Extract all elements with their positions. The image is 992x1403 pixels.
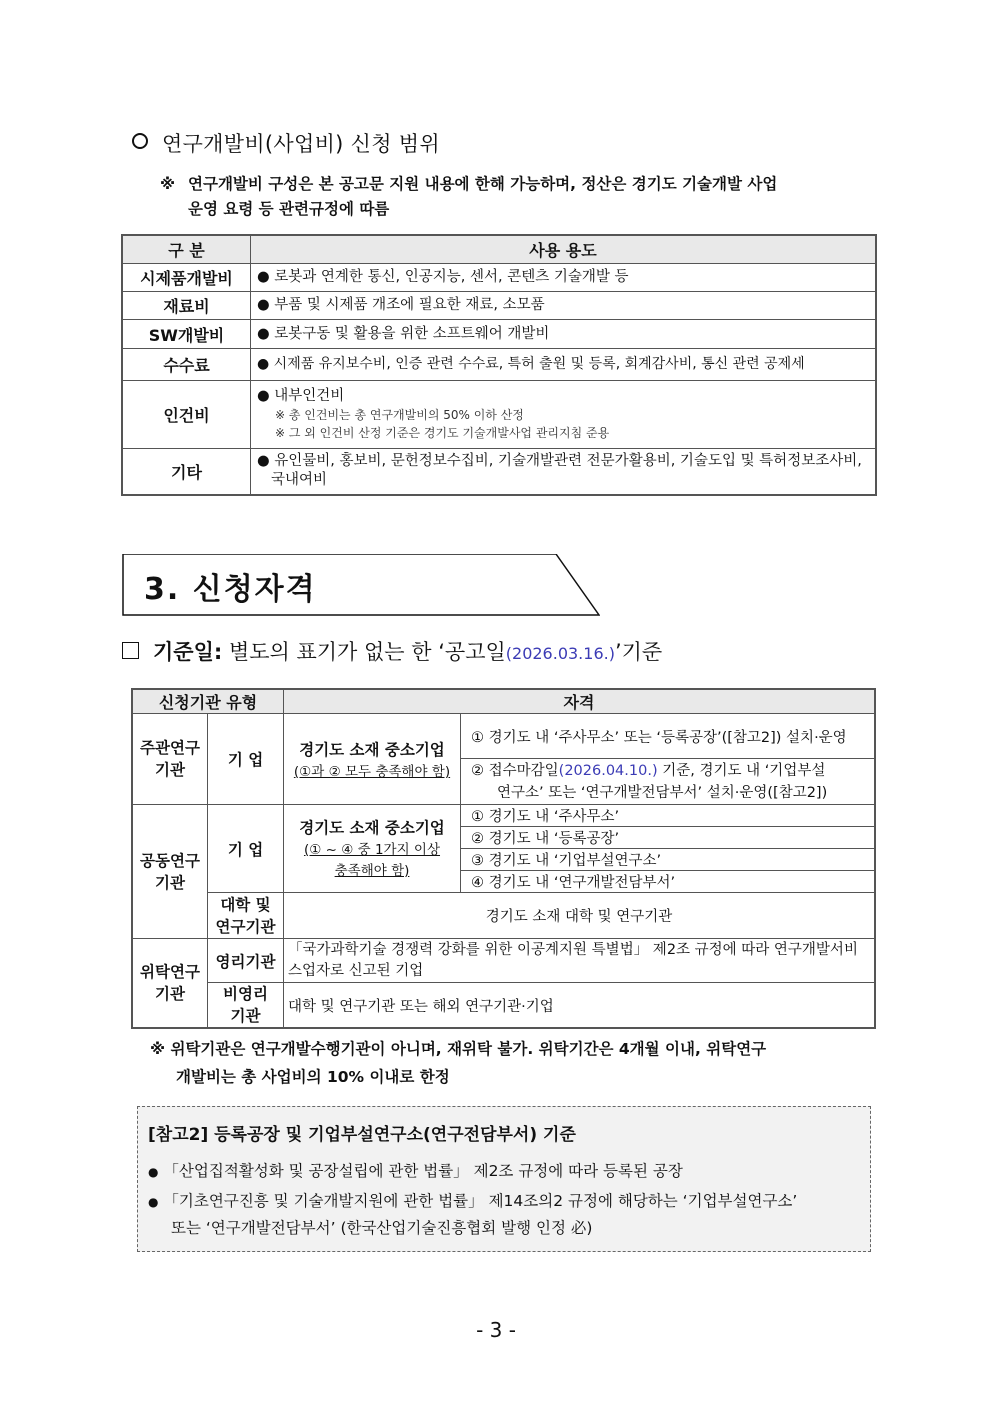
- category-cell: SW개발비: [122, 320, 251, 349]
- bullet-icon: ●: [257, 453, 270, 470]
- usage-cell: ● 로봇과 연계한 통신, 인공지능, 센서, 콘텐츠 기술개발 등: [251, 264, 877, 292]
- bullet-icon: ●: [148, 1165, 159, 1179]
- requirement-cell: ④ 경기도 내 ‘연구개발전담부서’: [461, 871, 876, 893]
- column-header: 사용 용도: [251, 235, 877, 264]
- org-type-cell: 위탁연구기관: [132, 939, 208, 1029]
- table-row: [132, 939, 875, 983]
- org-type-cell: 공동연구기관: [132, 805, 208, 939]
- page-number: - 3 -: [476, 1318, 516, 1342]
- table-row: [132, 714, 875, 759]
- table-row: [122, 320, 876, 349]
- cost-table: [121, 234, 877, 496]
- category-cell: 재료비: [122, 292, 251, 320]
- condition-cell: 경기도 소재 중소기업 (① ~ ④ 중 1가지 이상 충족해야 함): [284, 805, 461, 893]
- table-row: [122, 349, 876, 381]
- column-header: 자격: [284, 689, 876, 714]
- requirement-cell: 「국가과학기술 경쟁력 강화를 위한 이공계지원 특별법」 제2조 규정에 따라 연구개발서비스업자로 신고된 기업: [284, 939, 876, 983]
- requirement-cell: 경기도 소재 대학 및 연구기관: [284, 893, 876, 939]
- column-header: 구 분: [122, 235, 251, 264]
- condition-cell: 경기도 소재 중소기업 (①과 ② 모두 충족해야 함): [284, 714, 461, 805]
- reference-date-line: 기준일: 별도의 표기가 없는 한 ‘공고일(2026.03.16.)’기준: [122, 636, 662, 666]
- reference-item: ● 「기초연구진흥 및 기술개발지원에 관한 법률」 제14조의2 규정에 해당하는 ‘기업부설연구소’ 또는 ‘연구개발전담부서’ (한국산업기술진흥협회 발행 인정 必): [148, 1192, 798, 1237]
- requirement-cell: ③ 경기도 내 ‘기업부설연구소’: [461, 849, 876, 871]
- reference-item: ● 「산업집적활성화 및 공장설립에 관한 법률」 제2조 규정에 따라 등록된 공장: [148, 1162, 683, 1180]
- usage-cell: ● 유인물비, 홍보비, 문헌정보수집비, 기술개발관련 전문가활용비, 기술도입 및 특허정보조사비, 국내여비: [251, 449, 877, 495]
- bullet-icon: ●: [257, 325, 270, 342]
- category-cell: 인건비: [122, 381, 251, 449]
- org-subtype-cell: 대학 및 연구기관: [208, 893, 284, 939]
- table-header-row: [122, 235, 876, 264]
- requirement-cell: ① 경기도 내 ‘주사무소’ 또는 ‘등록공장’([참고2]) 설치·운영: [461, 714, 876, 759]
- category-cell: 기타: [122, 449, 251, 495]
- bullet-icon: ●: [257, 297, 270, 313]
- org-subtype-cell: 기 업: [208, 805, 284, 893]
- column-header: 신청기관 유형: [132, 689, 284, 714]
- org-subtype-cell: 기 업: [208, 714, 284, 805]
- table-row: [122, 449, 876, 495]
- consignment-note: ※ 위탁기관은 연구개발수행기관이 아니며, 재위탁 불가. 위탁기간은 4개월 이내, 위탁연구 개발비는 총 사업비의 10% 이내로 한정: [150, 1040, 767, 1086]
- requirement-cell: ② 경기도 내 ‘등록공장’: [461, 827, 876, 849]
- bullet-icon: ●: [257, 269, 270, 285]
- usage-cell: ● 로봇구동 및 활용을 위한 소프트웨어 개발비: [251, 320, 877, 349]
- table-row: [132, 805, 875, 827]
- usage-cell: ● 내부인건비 ※ 총 인건비는 총 연구개발비의 50% 이하 산정 ※ 그 외 인건비 산정 기준은 경기도 기술개발사업 관리지침 준용: [251, 381, 877, 449]
- reference-title: [참고2] 등록공장 및 기업부설연구소(연구전담부서) 기준: [148, 1125, 576, 1145]
- org-type-cell: 주관연구기관: [132, 714, 208, 805]
- table-header-row: [132, 689, 875, 714]
- org-subtype-cell: 영리기관: [208, 939, 284, 983]
- table-row: [132, 893, 875, 939]
- category-cell: 시제품개발비: [122, 264, 251, 292]
- section-title: 3. 신청자격: [144, 572, 317, 607]
- bullet-icon: ●: [148, 1195, 159, 1209]
- bullet-icon: ●: [257, 388, 270, 404]
- table-row: [132, 983, 875, 1029]
- category-cell: 수수료: [122, 349, 251, 381]
- bullet-icon: ●: [257, 356, 270, 372]
- checkbox-square-icon: [122, 642, 139, 659]
- section-heading-rnd-scope: 연구개발비(사업비) 신청 범위: [132, 128, 440, 158]
- table-row: [122, 292, 876, 320]
- table-row: [122, 381, 876, 449]
- requirement-cell: ② 접수마감일(2026.04.10.) 기준, 경기도 내 ‘기업부설 연구소’ 또는 ‘연구개발전담부서’ 설치·운영([참고2]): [461, 759, 876, 805]
- eligibility-table: [131, 688, 876, 1029]
- org-subtype-cell: 비영리기관: [208, 983, 284, 1029]
- rnd-scope-note: ※ 연구개발비 구성은 본 공고문 지원 내용에 한해 가능하며, 정산은 경기도 기술개발 사업 운영 요령 등 관련규정에 따름: [160, 175, 778, 218]
- requirement-cell: ① 경기도 내 ‘주사무소’: [461, 805, 876, 827]
- usage-cell: ● 시제품 유지보수비, 인증 관련 수수료, 특허 출원 및 등록, 회계감사비, 통신 관련 공제세: [251, 349, 877, 381]
- circle-bullet-icon: [132, 133, 148, 149]
- usage-cell: ● 부품 및 시제품 개조에 필요한 재료, 소모품: [251, 292, 877, 320]
- requirement-cell: 대학 및 연구기관 또는 해외 연구기관·기업: [284, 983, 876, 1029]
- table-row: [122, 264, 876, 292]
